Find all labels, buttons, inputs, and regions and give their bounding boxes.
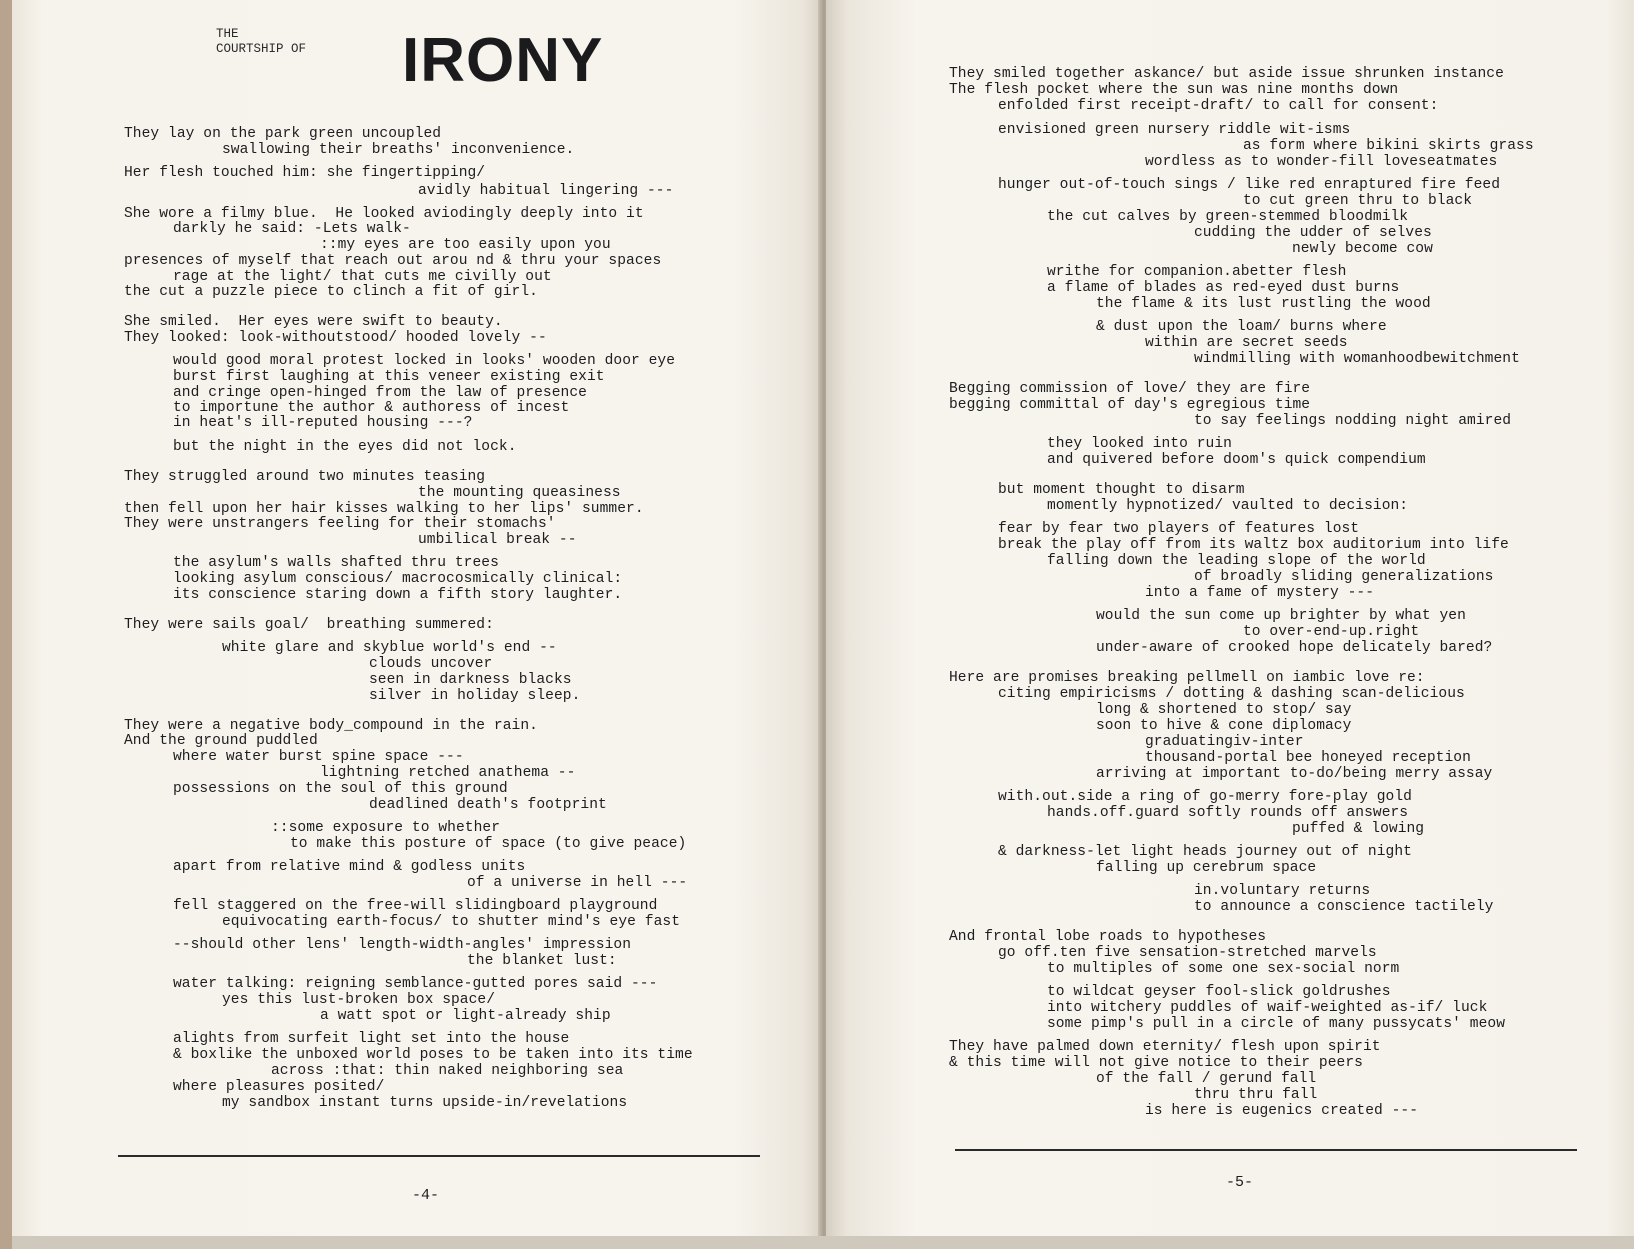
poem-line: is here is eugenics created --- xyxy=(1145,1103,1419,1119)
poem-line: The flesh pocket where the sun was nine months down xyxy=(949,82,1399,98)
poem-line: They were a negative body_compound in the rain. xyxy=(124,718,538,734)
poem-line: fear by fear two players of features lost xyxy=(998,521,1360,537)
poem-line: go off.ten five sensation-stretched marvels xyxy=(998,945,1377,961)
poem-line: my sandbox instant turns upside-in/revelations xyxy=(222,1095,628,1111)
poem-line: hands.off.guard softly rounds off answers xyxy=(1047,805,1409,821)
poem-line: falling up cerebrum space xyxy=(1096,860,1317,876)
poem-line: falling down the leading slope of the world xyxy=(1047,553,1426,569)
poem-line: of broadly sliding generalizations xyxy=(1194,569,1494,585)
poem-line: ::my eyes are too easily upon you xyxy=(320,237,611,253)
poem-line: They struggled around two minutes teasing xyxy=(124,469,486,485)
poem-line: where pleasures posited/ xyxy=(173,1079,385,1095)
poem-line: yes this lust-broken box space/ xyxy=(222,992,496,1008)
poem-line: & darkness-let light heads journey out of night xyxy=(998,844,1412,860)
poem-line: & boxlike the unboxed world poses to be taken into its time xyxy=(173,1047,693,1063)
poem-line: They looked: look-withoutstood/ hooded lovely -- xyxy=(124,330,547,346)
poem-line: would good moral protest locked in looks' wooden door eye xyxy=(173,353,676,369)
poem-line: lightning retched anathema -- xyxy=(320,765,576,781)
poem-line: envisioned green nursery riddle wit-isms xyxy=(998,122,1351,138)
poem-line: and cringe open-hinged from the law of presence xyxy=(173,385,587,401)
poem-line: thousand-portal bee honeyed reception xyxy=(1145,750,1471,766)
poem-line: presences of myself that reach out arou nd & thru your spaces xyxy=(124,253,662,269)
poem-line: They have palmed down eternity/ flesh upon spirit xyxy=(949,1039,1381,1055)
poem-line: arriving at important to-do/being merry assay xyxy=(1096,766,1493,782)
poem-line: They smiled together askance/ but aside issue shrunken instance xyxy=(949,66,1504,82)
poem-line: equivocating earth-focus/ to shutter mind's eye fast xyxy=(222,914,680,930)
poem-line: to multiples of some one sex-social norm xyxy=(1047,961,1400,977)
poem-line: hunger out-of-touch sings / like red enraptured fire feed xyxy=(998,177,1501,193)
poem-line: to wildcat geyser fool-slick goldrushes xyxy=(1047,984,1391,1000)
poem-line: She smiled. Her eyes were swift to beauty. xyxy=(124,314,503,330)
poem-line: wordless as to wonder-fill loveseatmates xyxy=(1145,154,1498,170)
poem-line: graduatingiv-inter xyxy=(1145,734,1304,750)
poem-line: a watt spot or light-already ship xyxy=(320,1008,611,1024)
poem-line: They lay on the park green uncoupled xyxy=(124,126,442,142)
poem-line: newly become cow xyxy=(1292,241,1433,257)
poem-line: Her flesh touched him: she fingertipping/ xyxy=(124,165,486,181)
poem-line: They were unstrangers feeling for their stomachs' xyxy=(124,516,556,532)
poem-line: of a universe in hell --- xyxy=(467,875,688,891)
poem-line: a flame of blades as red-eyed dust burns xyxy=(1047,280,1400,296)
poem-line: to say feelings nodding night amired xyxy=(1194,413,1512,429)
left-page-number: -4- xyxy=(412,1187,440,1204)
poem-line: the cut a puzzle piece to clinch a fit of girl. xyxy=(124,284,538,300)
poem-line: darkly he said: -Lets walk- xyxy=(173,221,411,237)
poem-line: into witchery puddles of waif-weighted as-if/ luck xyxy=(1047,1000,1488,1016)
poem-line: they looked into ruin xyxy=(1047,436,1232,452)
poem-line: with.out.side a ring of go-merry fore-play gold xyxy=(998,789,1412,805)
poem-line: where water burst spine space --- xyxy=(173,749,464,765)
title-prefix-line2: COURTSHIP OF xyxy=(216,42,307,56)
poem-line: rage at the light/ that cuts me civilly out xyxy=(173,269,552,285)
poem-line: begging committal of day's egregious time xyxy=(949,397,1311,413)
poem-line: avidly habitual lingering --- xyxy=(418,183,674,199)
poem-line: across :that: thin naked neighboring sea xyxy=(271,1063,624,1079)
poem-line: citing empiricisms / dotting & dashing scan-delicious xyxy=(998,686,1465,702)
poem-line: the asylum's walls shafted thru trees xyxy=(173,555,499,571)
right-page-number: -5- xyxy=(1226,1174,1254,1191)
poem-line: to over-end-up.right xyxy=(1243,624,1420,640)
poem-line: to importune the author & authoress of incest xyxy=(173,400,570,416)
poem-line: clouds uncover xyxy=(369,656,493,672)
left-page xyxy=(12,0,822,1236)
poem-line: and quivered before doom's quick compendium xyxy=(1047,452,1426,468)
poem-line: And frontal lobe roads to hypotheses xyxy=(949,929,1267,945)
poem-line: --should other lens' length-width-angles' impression xyxy=(173,937,631,953)
poem-line: She wore a filmy blue. He looked aviodingly deeply into it xyxy=(124,206,644,222)
poem-line: writhe for companion.abetter flesh xyxy=(1047,264,1347,280)
poem-line: to cut green thru to black xyxy=(1243,193,1472,209)
poem-line: under-aware of crooked hope delicately bared? xyxy=(1096,640,1493,656)
poem-line: as form where bikini skirts grass xyxy=(1243,138,1534,154)
poem-line: & this time will not give notice to their peers xyxy=(949,1055,1363,1071)
poem-line: Here are promises breaking pellmell on iambic love re: xyxy=(949,670,1425,686)
poem-line: into a fame of mystery --- xyxy=(1145,585,1374,601)
poem-line: fell staggered on the free-will slidingboard playground xyxy=(173,898,658,914)
poem-line: long & shortened to stop/ say xyxy=(1096,702,1352,718)
poem-line: the mounting queasiness xyxy=(418,485,621,501)
right-page xyxy=(826,0,1634,1236)
poem-line: And the ground puddled xyxy=(124,733,318,749)
poem-line: the cut calves by green-stemmed bloodmilk xyxy=(1047,209,1409,225)
poem-line: its conscience staring down a fifth story laughter. xyxy=(173,587,623,603)
poem-line: & dust upon the loam/ burns where xyxy=(1096,319,1387,335)
poem-line: Begging commission of love/ they are fire xyxy=(949,381,1311,397)
poem-line: water talking: reigning semblance-gutted pores said --- xyxy=(173,976,658,992)
booklet-spread xyxy=(12,0,1634,1236)
poem-line: cudding the udder of selves xyxy=(1194,225,1432,241)
right-footer-rule xyxy=(955,1149,1577,1151)
poem-line: of the fall / gerund fall xyxy=(1096,1071,1317,1087)
title-prefix-line1: THE xyxy=(216,27,239,41)
poem-line: looking asylum conscious/ macrocosmically clinical: xyxy=(173,571,623,587)
poem-line: some pimp's pull in a circle of many pussycats' meow xyxy=(1047,1016,1505,1032)
poem-line: but the night in the eyes did not lock. xyxy=(173,439,517,455)
poem-line: umbilical break -- xyxy=(418,532,577,548)
left-footer-rule xyxy=(118,1155,760,1157)
poem-line: the blanket lust: xyxy=(467,953,617,969)
poem-line: windmilling with womanhoodbewitchment xyxy=(1194,351,1520,367)
poem-line: They were sails goal/ breathing summered: xyxy=(124,617,494,633)
poem-line: possessions on the soul of this ground xyxy=(173,781,508,797)
poem-line: in.voluntary returns xyxy=(1194,883,1371,899)
poem-line: thru thru fall xyxy=(1194,1087,1318,1103)
poem-line: soon to hive & cone diplomacy xyxy=(1096,718,1352,734)
poem-line: momently hypnotized/ vaulted to decision: xyxy=(1047,498,1409,514)
poem-line: then fell upon her hair kisses walking to her lips' summer. xyxy=(124,501,644,517)
poem-line: silver in holiday sleep. xyxy=(369,688,581,704)
poem-line: to announce a conscience tactilely xyxy=(1194,899,1494,915)
title-prefix xyxy=(216,27,306,57)
poem-line: alights from surfeit light set into the house xyxy=(173,1031,570,1047)
poem-line: within are secret seeds xyxy=(1145,335,1348,351)
poem-line: apart from relative mind & godless units xyxy=(173,859,526,875)
poem-line: but moment thought to disarm xyxy=(998,482,1245,498)
poem-line: swallowing their breaths' inconvenience. xyxy=(222,142,575,158)
poem-line: in heat's ill-reputed housing ---? xyxy=(173,415,473,431)
desk-edge xyxy=(12,1236,1634,1249)
poem-line: white glare and skyblue world's end -- xyxy=(222,640,557,656)
poem-line: seen in darkness blacks xyxy=(369,672,572,688)
poem-line: puffed & lowing xyxy=(1292,821,1425,837)
poem-line: the flame & its lust rustling the wood xyxy=(1096,296,1431,312)
poem-line: break the play off from its waltz box auditorium into life xyxy=(998,537,1509,553)
poem-line: enfolded first receipt-draft/ to call for consent: xyxy=(998,98,1439,114)
poem-line: to make this posture of space (to give peace) xyxy=(290,836,687,852)
poem-line: burst first laughing at this veneer existing exit xyxy=(173,369,605,385)
poem-line: deadlined death's footprint xyxy=(369,797,607,813)
poem-title: IRONY xyxy=(402,26,604,95)
poem-line: would the sun come up brighter by what yen xyxy=(1096,608,1466,624)
poem-line: ::some exposure to whether xyxy=(271,820,500,836)
